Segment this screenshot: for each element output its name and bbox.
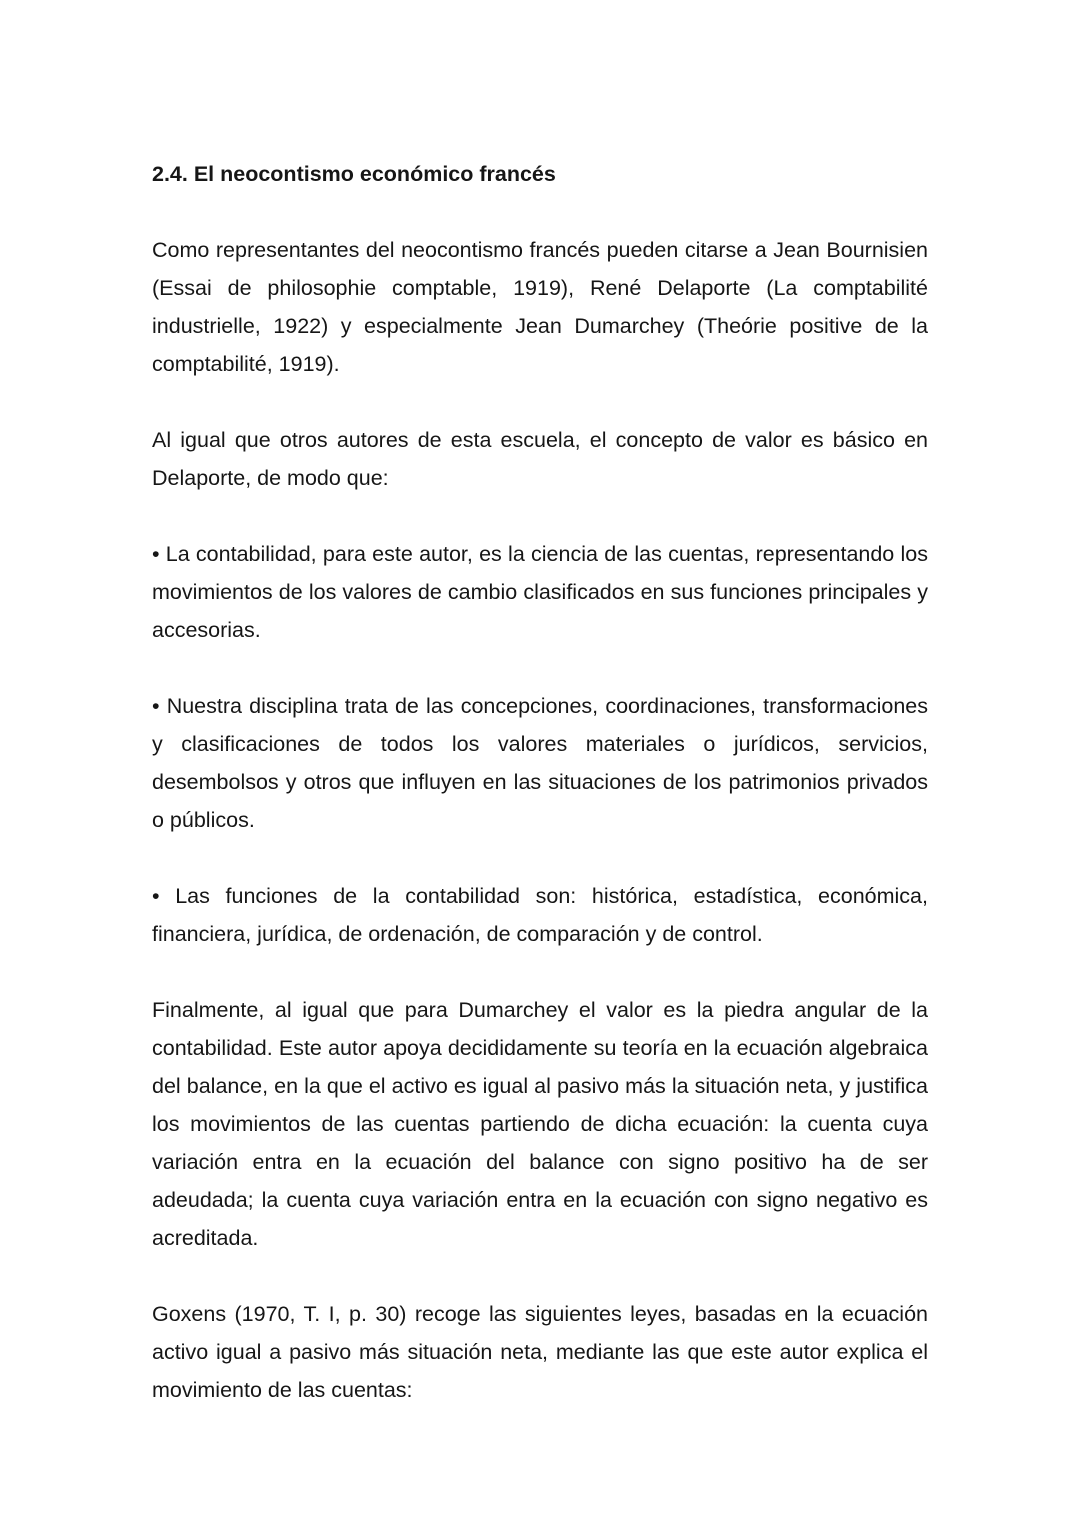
paragraph: Al igual que otros autores de esta escuela, el concepto de valor es básico en Delaporte, de modo que:: [152, 428, 928, 490]
bullet-paragraph: • Nuestra disciplina trata de las concepciones, coordinaciones, transformaciones y clasificaciones de todos los valores materiales o jurídicos, servicios, desembolsos y otros que influyen en las situaciones de los patrimonios privados o públicos.: [152, 694, 928, 832]
document-body: [152, 155, 928, 1409]
section-heading: 2.4. El neocontismo económico francés: [152, 162, 556, 186]
paragraph: Goxens (1970, T. I, p. 30) recoge las siguientes leyes, basadas en la ecuación activo igual a pasivo más situación neta, mediante las que este autor explica el movimiento de las cuentas:: [152, 1302, 928, 1402]
bullet-paragraph: • Las funciones de la contabilidad son: histórica, estadística, económica, financiera, jurídica, de ordenación, de comparación y de control.: [152, 884, 928, 946]
paragraph: Como representantes del neocontismo francés pueden citarse a Jean Bournisien (Essai de philosophie comptable, 1919), René Delaporte (La comptabilité industrielle, 1922) y especialmente Jean Dumarchey (Theórie positive de la comptabilité, 1919).: [152, 238, 928, 376]
bullet-paragraph: • La contabilidad, para este autor, es la ciencia de las cuentas, representando los movimientos de los valores de cambio clasificados en sus funciones principales y accesorias.: [152, 542, 928, 642]
paragraph: Finalmente, al igual que para Dumarchey el valor es la piedra angular de la contabilidad. Este autor apoya decididamente su teoría en la ecuación algebraica del balance, en la que el activo es igual al pasivo más la situación neta, y justifica los movimientos de las cuentas partiendo de dicha ecuación: la cuenta cuya variación entra en la ecuación del balance con signo positivo ha de ser adeudada; la cuenta cuya variación entra en la ecuación con signo negativo es acreditada.: [152, 998, 928, 1250]
